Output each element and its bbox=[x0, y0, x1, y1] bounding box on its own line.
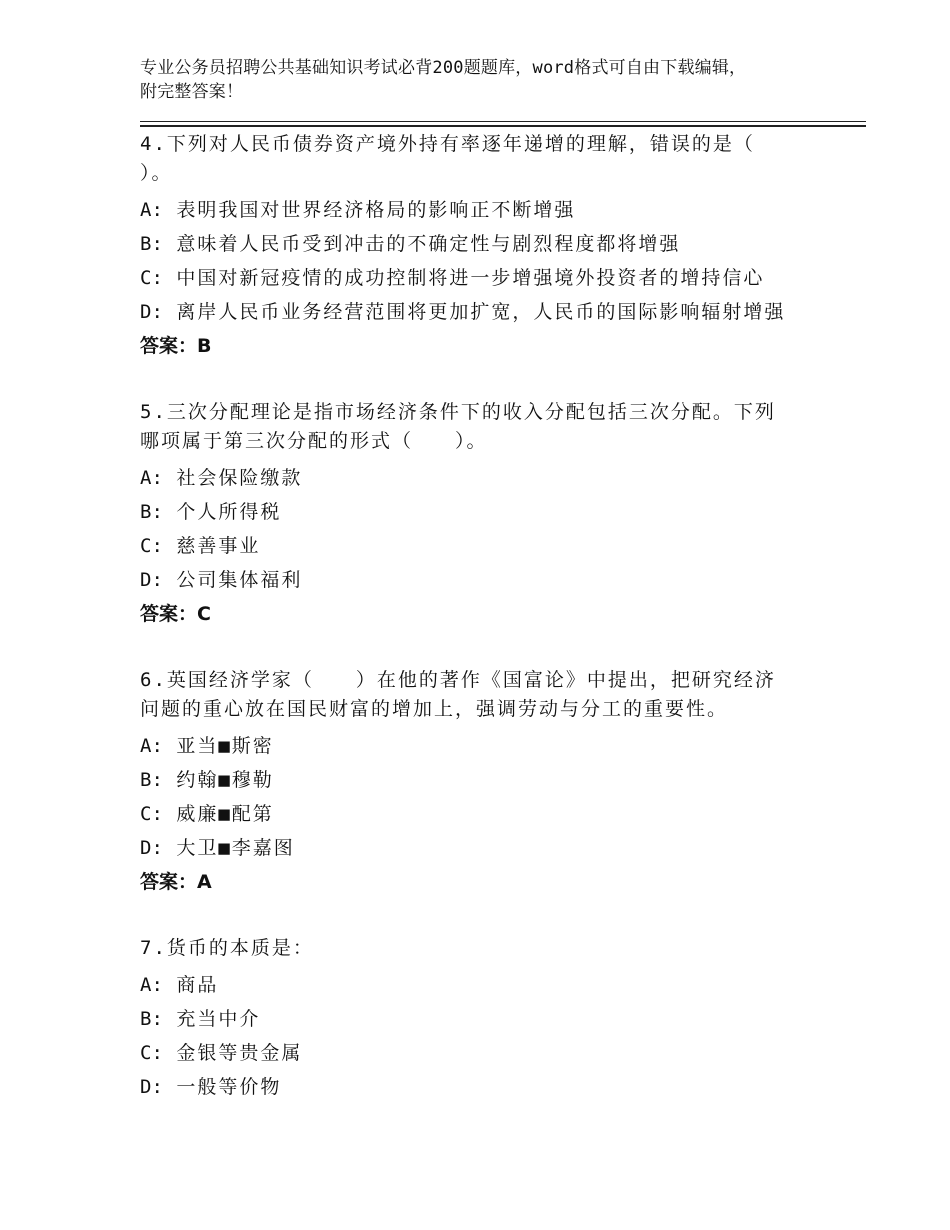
option-c bbox=[140, 797, 830, 831]
option-letter: D: bbox=[140, 1076, 163, 1098]
question-stem bbox=[140, 397, 830, 461]
option-text: 约翰■穆勒 bbox=[176, 769, 274, 791]
option-b bbox=[140, 763, 830, 797]
option-letter: B: bbox=[140, 769, 163, 791]
question-stem-line: 6.英国经济学家（ ）在他的著作《国富论》中提出，把研究经济 bbox=[140, 669, 776, 691]
answer-label: 答案：B bbox=[140, 335, 212, 357]
question-stem-line: 5.三次分配理论是指市场经济条件下的收入分配包括三次分配。下列 bbox=[140, 401, 776, 423]
question-stem bbox=[140, 665, 830, 729]
option-a bbox=[140, 729, 830, 763]
option-letter: A: bbox=[140, 467, 163, 489]
option-letter: C: bbox=[140, 1042, 163, 1064]
option-text: 亚当■斯密 bbox=[176, 735, 274, 757]
option-letter: D: bbox=[140, 301, 163, 323]
answer-label: 答案：C bbox=[140, 603, 211, 625]
option-text: 公司集体福利 bbox=[176, 569, 303, 591]
question-5 bbox=[140, 397, 830, 631]
option-a bbox=[140, 193, 830, 227]
option-letter: C: bbox=[140, 535, 163, 557]
option-b bbox=[140, 227, 830, 261]
option-letter: C: bbox=[140, 267, 163, 289]
option-letter: B: bbox=[140, 233, 163, 255]
question-7 bbox=[140, 933, 830, 1104]
option-letter: C: bbox=[140, 803, 163, 825]
option-text: 威廉■配第 bbox=[176, 803, 274, 825]
question-stem-line: 7.货币的本质是： bbox=[140, 937, 314, 959]
header-line-1: 专业公务员招聘公共基础知识考试必背200题题库，word格式可自由下载编辑， bbox=[140, 58, 747, 78]
option-text: 社会保险缴款 bbox=[176, 467, 303, 489]
option-text: 中国对新冠疫情的成功控制将进一步增强境外投资者的增持信心 bbox=[176, 267, 765, 289]
option-text: 表明我国对世界经济格局的影响正不断增强 bbox=[176, 199, 576, 221]
question-stem-line: 哪项属于第三次分配的形式（ ）。 bbox=[140, 430, 488, 452]
option-d bbox=[140, 831, 830, 865]
option-a bbox=[140, 461, 830, 495]
option-text: 商品 bbox=[176, 974, 219, 996]
option-text: 离岸人民币业务经营范围将更加扩宽，人民币的国际影响辐射增强 bbox=[176, 301, 786, 323]
option-letter: D: bbox=[140, 569, 163, 591]
question-list bbox=[140, 128, 830, 1138]
option-d bbox=[140, 295, 830, 329]
question-6 bbox=[140, 665, 830, 899]
option-b bbox=[140, 495, 830, 529]
option-a bbox=[140, 968, 830, 1002]
question-stem-line: 问题的重心放在国民财富的增加上，强调劳动与分工的重要性。 bbox=[140, 698, 729, 720]
option-letter: A: bbox=[140, 735, 163, 757]
option-c bbox=[140, 1036, 830, 1070]
option-text: 充当中介 bbox=[176, 1008, 261, 1030]
option-text: 个人所得税 bbox=[176, 501, 282, 523]
option-c bbox=[140, 261, 830, 295]
option-text: 金银等贵金属 bbox=[176, 1042, 303, 1064]
header-line-2: 附完整答案！ bbox=[140, 82, 244, 102]
option-text: 慈善事业 bbox=[176, 535, 261, 557]
option-letter: D: bbox=[140, 837, 163, 859]
header-divider-thick bbox=[140, 125, 866, 127]
document-header bbox=[140, 56, 820, 104]
option-d bbox=[140, 563, 830, 597]
option-d bbox=[140, 1070, 830, 1104]
answer-label: 答案：A bbox=[140, 871, 212, 893]
option-letter: A: bbox=[140, 199, 163, 221]
option-text: 一般等价物 bbox=[176, 1076, 282, 1098]
question-stem-line: 4.下列对人民币债券资产境外持有率逐年递增的理解，错误的是（ bbox=[140, 133, 755, 155]
question-4 bbox=[140, 128, 830, 363]
option-letter: B: bbox=[140, 501, 163, 523]
option-text: 大卫■李嘉图 bbox=[176, 837, 295, 859]
question-stem-line: ）。 bbox=[140, 162, 173, 184]
option-text: 意味着人民币受到冲击的不确定性与剧烈程度都将增强 bbox=[176, 233, 681, 255]
option-letter: B: bbox=[140, 1008, 163, 1030]
option-c bbox=[140, 529, 830, 563]
option-b bbox=[140, 1002, 830, 1036]
option-letter: A: bbox=[140, 974, 163, 996]
question-stem bbox=[140, 933, 830, 968]
question-stem bbox=[140, 128, 830, 193]
header-divider-thin bbox=[140, 121, 866, 122]
